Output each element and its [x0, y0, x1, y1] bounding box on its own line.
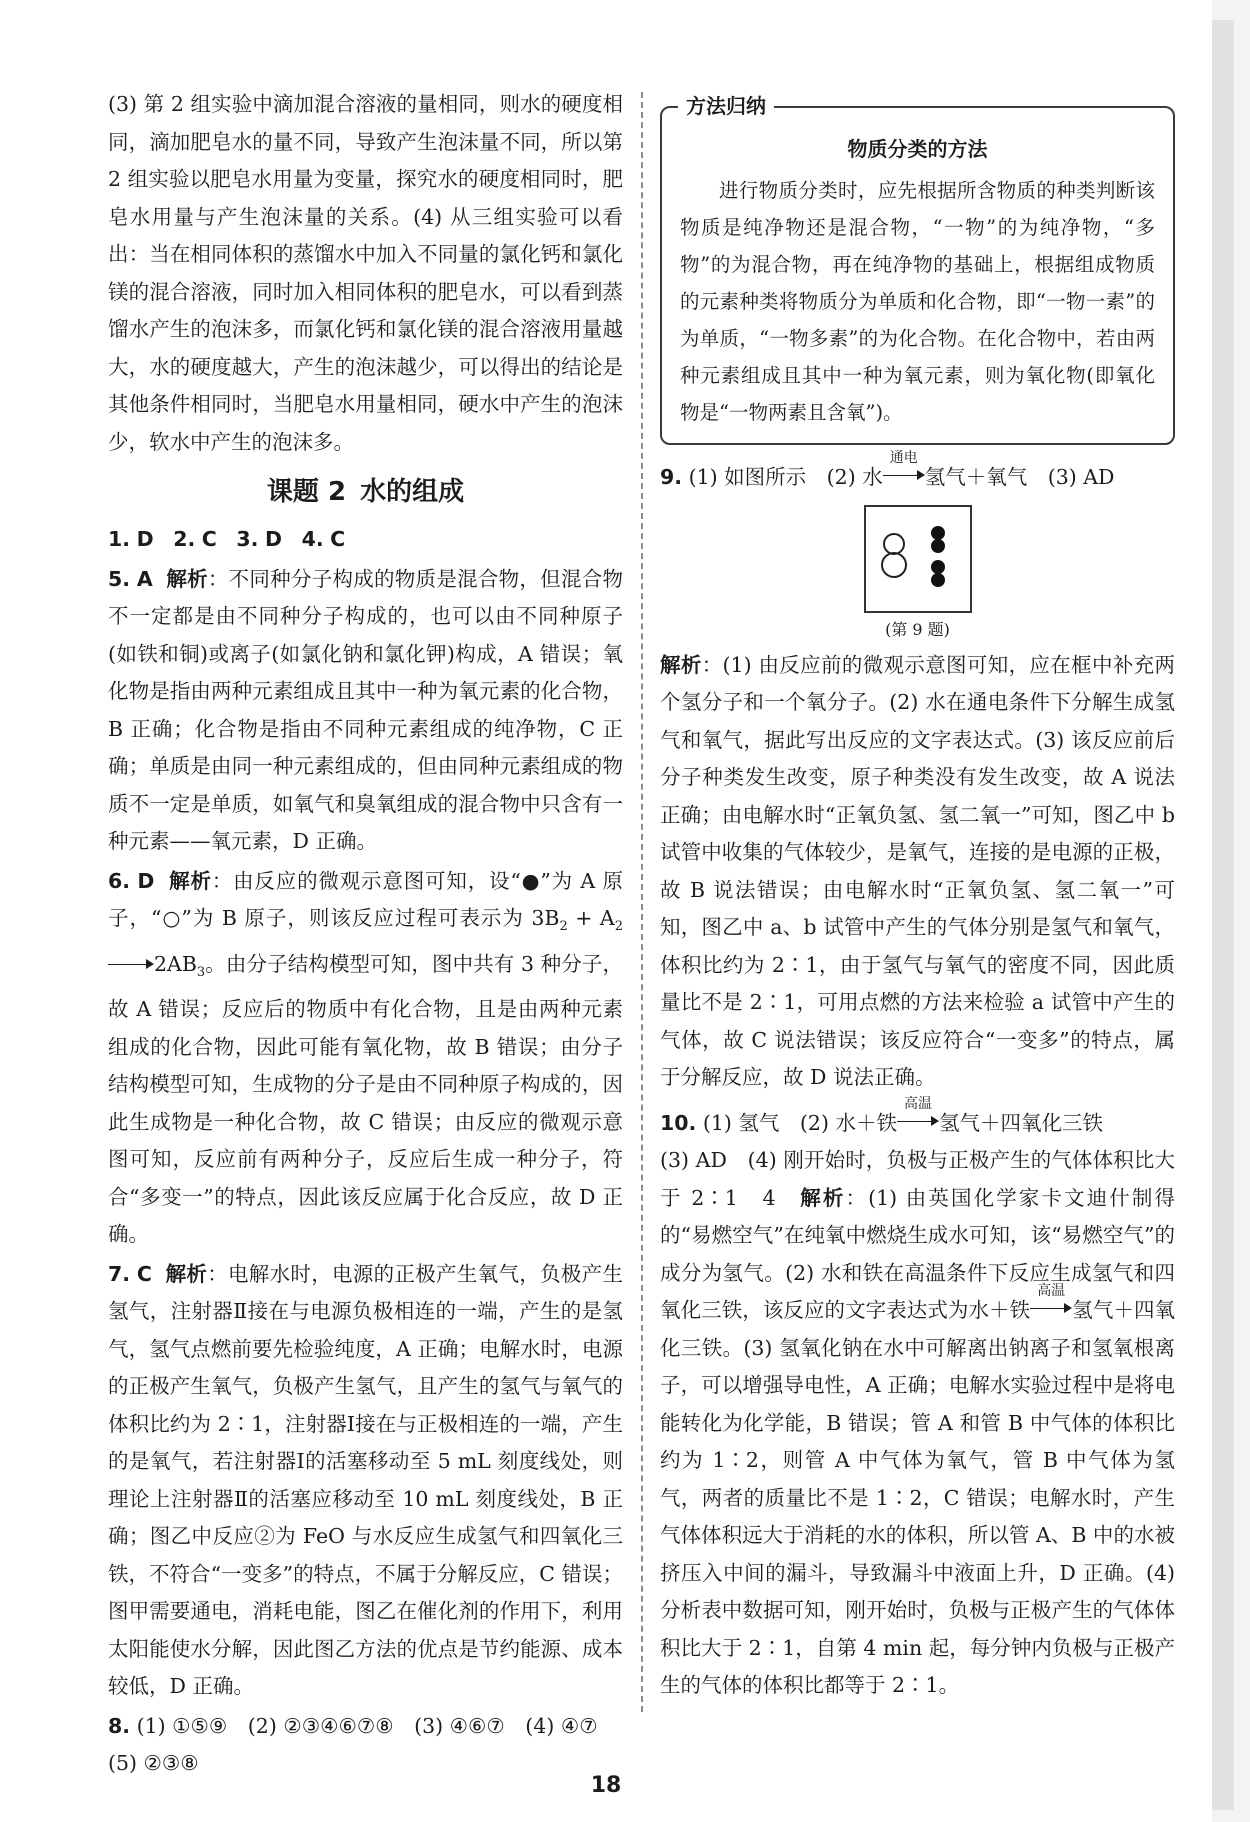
q9-answer-line — [660, 450, 1175, 497]
q7-number: 7. — [108, 1261, 131, 1286]
q7-analysis: ：电解水时，电源的正极产生氧气，负极产生氢气，注射器Ⅱ接在与电源负极相连的一端，产生的是氢气，氢气点燃前要先检验纯度，A 正确；电解水时，电源的正极产生氧气，负极产生氢气，且产生的氢气与氧气的体积比约为 2∶1，注射器Ⅰ接在与正极相连的一端，产生的是氧气，若注射器Ⅰ的活塞移动至 5 mL 刻度线处，则理论上注射器Ⅱ的活塞应移动至 10 mL 刻度线处，B 正确；图乙中反应②为 FeO 与水反应生成氢气和四氧化三铁，不符合“一变多”的特点，不属于分解反应，C 错误；图甲需要通电，消耗电能，图乙在催化剂的作用下，利用太阳能使水分解，因此图乙方法的优点是节约能源、成本较低，D 正确。 — [108, 1261, 623, 1699]
q10-number: 10. — [660, 1110, 697, 1135]
q10-analysis-part1: ：(1) 由英国化学家卡文迪什制得的“易燃空气”在纯氧中燃烧生成水可知，该“易燃空气”的成分为氢气。(2) 水和铁在高温条件下反应生成氢气和四氧化三铁，该反应的文字表达式为水＋铁 — [660, 1185, 1175, 1322]
q10-condition: 高温 — [903, 1095, 932, 1112]
method-title: 物质分类的方法 — [847, 137, 988, 161]
page-number: 18 — [590, 1773, 622, 1798]
q10-answer-part1: (1) 氢气 (2) 水＋铁 — [702, 1110, 897, 1135]
q9-figure — [660, 505, 1175, 643]
q9-condition: 通电 — [889, 450, 918, 466]
right-column — [660, 94, 1176, 1705]
method-summary-box — [660, 94, 1175, 445]
q10-answer-part2: 氢气＋四氧化三铁 — [938, 1110, 1103, 1135]
high-temp-arrow-icon-2 — [1030, 1283, 1072, 1317]
q6-sub-b3: 3 — [196, 964, 206, 980]
q9-analysis: ：(1) 由反应前的微观示意图可知，应在框中补充两个氢分子和一个氧分子。(2) 水在通电条件下分解生成氢气和氧气，据此写出反应的文字表达式。(3) 该反应前后分子种类发生改变，原子种类没有发生改变，故 A 说法正确；由电解水时“正氧负氢、氢二氧一”可知，图乙中 b 试管中收集的气体较少，是氧气，连接的是电源的正极，故 B 说法错误；由电解水时“正氧负氢、氢二氧一”可知，图乙中 a、b 试管中产生的气体分别是氢气和氧气，体积比约为 2∶1，由于氢气与氧气的密度不同，因此质量比不是 2∶1，可用点燃的方法来检验 a 试管中产生的气体，故 C 说法错误；该反应符合“一变多”的特点，属于分解反应，故 D 说法正确。 — [660, 652, 1176, 1089]
q2-answer: C — [201, 527, 217, 551]
q3-answer: D — [264, 527, 283, 551]
q3-number: 3. — [236, 527, 259, 551]
answers-1-4 — [108, 521, 623, 559]
q5-number: 5. — [108, 566, 131, 591]
q9-answer-part1: (1) 如图所示 (2) 水 — [688, 465, 883, 489]
q1-number: 1. — [108, 527, 131, 551]
left-column — [108, 86, 623, 1783]
q4-answer: C — [330, 527, 346, 551]
q7-answer: C — [136, 1261, 152, 1286]
q6-analysis-part1: ：由反应的微观示意图可知，设“●”为 A 原子，“○”为 B 原子，则该反应过程可表示为 3B — [108, 868, 623, 930]
q10-analysis-label: 解析 — [800, 1185, 846, 1210]
q6-answer: D — [137, 868, 155, 893]
method-text: 进行物质分类时，应先根据所含物质的种类判断该物质是纯净物还是混合物，“一物”的为纯净物，“多物”的为混合物，再在纯净物的基础上，根据组成物质的元素种类将物质分为单质和化合物，即“一物一素”的为单质，“一物多素”的为化合物。在化合物中，若由两种元素组成且其中一种为氧元素，则为氧化物(即氧化物是“一物两素且含氧”)。 — [680, 179, 1155, 424]
molecule-box — [864, 505, 972, 613]
q8-answers-line1: (1) ①⑤⑨ (2) ②③④⑥⑦⑧ (3) ④⑥⑦ (4) ④⑦ — [136, 1713, 598, 1738]
q9-figure-caption: (第 9 题) — [885, 619, 950, 639]
q10-answer-part3: (3) AD (4) 刚开始时，负极与正极产生的气体体积比大于 2∶1 4 — [660, 1148, 1175, 1210]
lesson-title: 水的组成 — [360, 477, 465, 507]
q6-analysis-part2: 。由分子结构模型可知，图中共有 3 种分子，故 A 错误；反应后的物质中有化合物，且是由两种元素组成的化合物，因此可能有氧化物，故 B 错误；由分子结构模型可知，生成物的分子是由不同种原子构成的，因此生成物是一种化合物，故 C 错误；由反应的微观示意图可知，反应前有两种分子，反应后生成一种分子，符合“多变一”的特点，因此该反应属于化合反应，故 D 正确。 — [108, 951, 623, 1247]
q6-eq-product: 2AB — [154, 951, 197, 976]
q10-analysis-part2: 氢气＋四氧化三铁。(3) 氢氧化钠在水中可解离出钠离子和氢氧根离子，可以增强导电性，A 正确；电解水实验过程中是将电能转化为化学能，B 错误；管 A 和管 B 中气体的体积比约为 1∶2，则管 A 中气体为氧气，管 B 中气体为氢气，两者的质量比不是 1∶2，C 错误；电解水时，产生气体体积远大于消耗的水的体积，所以管 A、B 中的水被挤压入中间的漏斗，导致漏斗中液面上升，D 正确。(4) 分析表中数据可知，刚开始时，负极与正极产生的气体体积比大于 2∶1，自第 4 min 起，每分钟内负极与正极产生的气体的体积比都等于 2∶1。 — [660, 1298, 1176, 1697]
q5-block — [108, 561, 623, 861]
reaction-arrow-icon — [108, 957, 154, 971]
q8-block — [108, 1708, 623, 1783]
q9-number: 9. — [660, 465, 683, 489]
high-temp-arrow-icon — [897, 1095, 939, 1130]
q10-condition-2: 高温 — [1037, 1283, 1066, 1299]
q7-analysis-label: 解析 — [165, 1261, 208, 1286]
q10-block — [660, 1095, 1176, 1705]
continued-paragraph: (3) 第 2 组实验中滴加混合溶液的量相同，则水的硬度相同，滴加肥皂水的量不同，导致产生泡沫量不同，所以第 2 组实验以肥皂水用量为变量，探究水的硬度相同时，肥皂水用量与产生泡沫量的关系。(4) 从三组实验可以看出：当在相同体积的蒸馏水中加入不同量的氯化钙和氯化镁的混合溶液，同时加入相同体积的肥皂水，可以看到蒸馏水产生的泡沫多，而氯化钙和氯化镁的混合溶液用量越大，水的硬度越大，产生的泡沫越少，可以得出的结论是其他条件相同时，当肥皂水用量相同，硬水中产生的泡沫少，软水中产生的泡沫多。 — [108, 92, 623, 454]
q5-analysis-label: 解析 — [166, 566, 208, 591]
q6-sub-b2: 2 — [559, 919, 568, 935]
q6-number: 6. — [108, 868, 131, 893]
q6-block — [108, 863, 623, 1254]
lesson-heading — [108, 471, 623, 513]
q6-sub-a2: 2 — [614, 919, 624, 935]
column-divider — [641, 92, 643, 1712]
electrolysis-arrow-icon — [883, 450, 925, 484]
lesson-number: 课题 2 — [266, 477, 347, 507]
q1-answer: D — [136, 527, 154, 551]
q8-answers-line2: (5) ②③⑧ — [108, 1751, 199, 1776]
q5-analysis: ：不同种分子构成的物质是混合物，但混合物不一定都是由不同种分子构成的，也可以由不同种原子(如铁和铜)或离子(如氯化钠和氯化钾)构成，A 错误；氧化物是指由两种元素组成且其中一种为氧元素的化合物，B 正确；化合物是指由不同种元素组成的纯净物，C 正确；单质是由同一种元素组成的，但由同种元素组成的物质不一定是单质，如氧气和臭氧组成的混合物中只含有一种元素——氧元素，D 正确。 — [108, 566, 623, 853]
molecule-diagram-icon — [866, 507, 970, 611]
q6-eq-plus: + A — [567, 906, 615, 930]
q4-number: 4. — [301, 527, 324, 551]
q9-answer-part2: 氢气＋氧气 (3) AD — [924, 465, 1115, 489]
q8-number: 8. — [108, 1713, 131, 1738]
q6-analysis-label: 解析 — [169, 868, 212, 893]
q9-analysis-block — [660, 647, 1175, 1097]
q5-answer: A — [136, 566, 153, 591]
page-edge-shadow — [1212, 20, 1234, 1810]
q7-block — [108, 1256, 623, 1706]
q2-number: 2. — [173, 527, 196, 551]
method-label: 方法归纳 — [678, 91, 774, 121]
q9-analysis-label: 解析 — [660, 652, 702, 677]
